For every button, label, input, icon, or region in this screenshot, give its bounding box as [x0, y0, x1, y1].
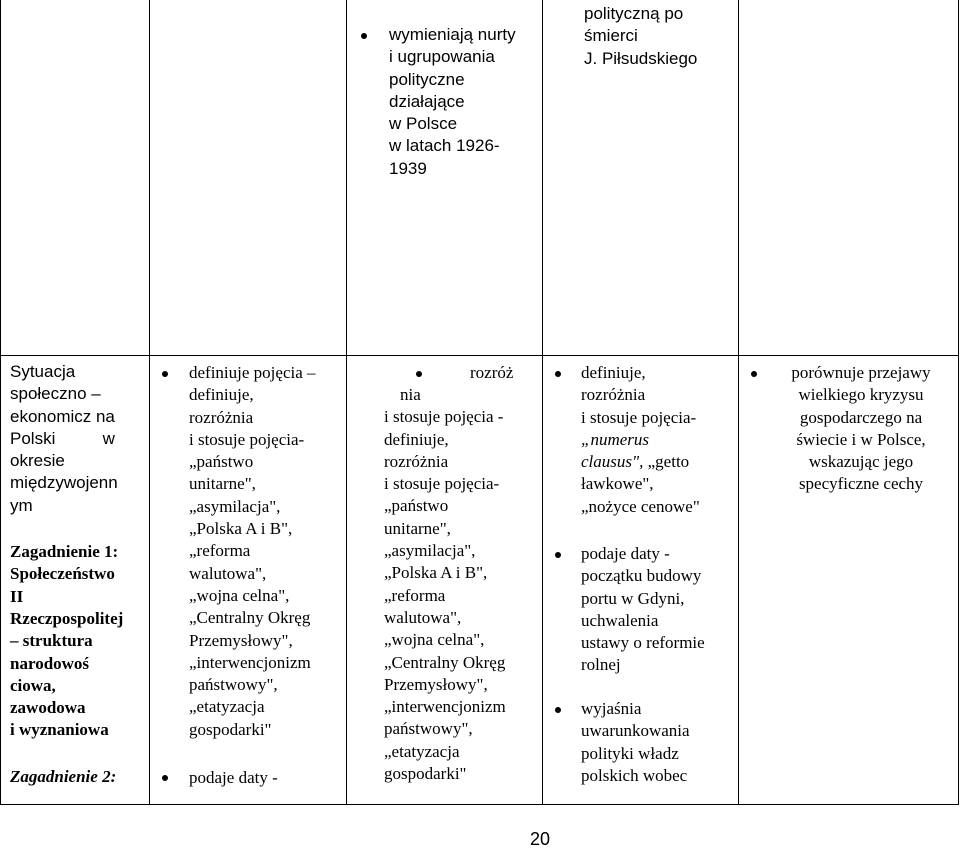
text-line: „Centralny Okręg — [384, 652, 506, 672]
text-line: państwowy", — [189, 675, 278, 695]
bullet — [555, 707, 561, 713]
top-col5-text — [584, 3, 734, 70]
bullet — [162, 371, 168, 377]
bullet — [361, 33, 367, 39]
text-line: „interwencjonizm — [189, 652, 311, 672]
text-line: rozróżnia — [189, 407, 254, 427]
italic-term: clausus", — [581, 452, 644, 472]
main-col4-item1 — [581, 362, 737, 518]
text-line: działające — [389, 91, 465, 111]
col-divider-1 — [149, 0, 150, 805]
text-line: „państwo — [189, 452, 254, 472]
text-line: unitarne", — [189, 474, 256, 494]
main-col3-head: rozróż — [470, 363, 514, 382]
text-line: początku budowy — [581, 566, 702, 586]
text-line: „asymilacja", — [189, 496, 281, 516]
text-line: 1939 — [389, 158, 427, 178]
term: „getto — [647, 452, 690, 472]
text-line: „Polska A i B", — [189, 519, 293, 539]
text-line: „wojna celna", — [384, 630, 485, 650]
text-line: specyficzne cechy — [798, 474, 924, 494]
text-line: wskazując jego — [808, 452, 914, 472]
text-line: ciowa, — [10, 675, 56, 695]
top-col4-text — [389, 24, 539, 180]
text-line: gospodarczego na — [799, 407, 923, 427]
text-line: unitarne", — [384, 518, 451, 538]
text-line: polityczne — [389, 69, 465, 89]
bullet — [555, 552, 561, 558]
text-line: świecie i w Polsce, — [796, 429, 926, 449]
text-line: walutowa", — [384, 607, 462, 627]
text-line: międzywojenn — [10, 473, 118, 493]
bullet — [416, 371, 422, 377]
text-line: „etatyzacja — [384, 741, 460, 761]
text-line — [581, 429, 737, 451]
text-line: nia — [400, 385, 421, 404]
text-line: państwowy", — [384, 719, 473, 739]
text-line: „nożyce cenowe" — [581, 496, 700, 516]
text-line: i stosuje pojęcia - — [384, 407, 504, 427]
text-line: rozróżnia — [384, 451, 449, 471]
text-line: ławkowe", — [581, 474, 654, 494]
col-divider-3 — [542, 0, 543, 805]
section-title — [10, 361, 145, 517]
text-line: społeczno – — [10, 384, 101, 404]
text-line: ustawy o reformie — [581, 633, 705, 653]
text-line: Polski w — [10, 428, 115, 448]
text-line: – struktura — [10, 631, 93, 651]
text-line: walutowa", — [189, 563, 267, 583]
table-right-border — [958, 0, 959, 805]
text-line: Społeczeństwo — [10, 564, 115, 584]
text-line: II — [10, 586, 24, 606]
text-line: Sytuacja — [10, 362, 76, 381]
bullet — [751, 371, 757, 377]
text-line: wymieniają nurty — [389, 25, 516, 44]
text-line: zawodowa — [10, 698, 86, 718]
topic-2: Zagadnienie 2: — [10, 766, 117, 786]
text-line: ekonomicz na — [10, 406, 115, 426]
text-line: Rzeczpospolitej — [10, 608, 124, 628]
topic-1 — [10, 541, 145, 742]
table-bottom-border — [0, 804, 959, 805]
text-line: J. Piłsudskiego — [584, 48, 698, 68]
text-line: „interwencjonizm — [384, 697, 506, 717]
text-line: polskich wobec — [581, 765, 688, 785]
main-col1 — [10, 361, 145, 788]
col-divider-2 — [346, 0, 347, 805]
bullet — [162, 775, 168, 781]
text-line: i wyznaniowa — [10, 720, 109, 740]
bullet — [555, 371, 561, 377]
text-line: „państwo — [384, 496, 449, 516]
text-line: portu w Gdyni, — [581, 588, 685, 608]
page-number: 20 — [529, 829, 551, 849]
italic-term: „numerus — [581, 429, 650, 449]
text-line: śmierci — [584, 26, 638, 46]
text-line: Przemysłowy", — [384, 674, 488, 694]
text-line: „wojna celna", — [189, 585, 290, 605]
text-line: rolnej — [581, 655, 621, 675]
text-line: i stosuje pojęcia- — [581, 407, 697, 427]
text-line: w Polsce — [389, 114, 458, 134]
text-line: w latach 1926- — [389, 136, 500, 156]
text-line: i stosuje pojęcia- — [189, 429, 305, 449]
table-left-border — [0, 0, 1, 805]
main-col2-item2: podaje daty - — [189, 768, 278, 787]
main-col4-item2 — [581, 543, 737, 677]
row-divider — [0, 355, 959, 356]
text-line: definiuje, — [189, 385, 254, 405]
text-line: definiuje, — [581, 363, 646, 382]
text-line — [581, 451, 737, 473]
text-line: gospodarki" — [189, 719, 272, 739]
text-line: porównuje przejawy — [791, 363, 931, 382]
text-line: „Polska A i B", — [384, 563, 488, 583]
text-line: Przemysłowy", — [189, 630, 293, 650]
text-line: uchwalenia — [581, 610, 659, 630]
text-line: ym — [10, 495, 33, 515]
text-line: polityki władz — [581, 743, 679, 763]
text-line: wielkiego kryzysu — [798, 385, 924, 405]
main-col2-item1 — [189, 362, 344, 741]
text-line: rozróżnia — [581, 385, 646, 405]
text-line: „reforma — [189, 541, 251, 561]
main-col3-text — [384, 384, 540, 785]
text-line: „reforma — [384, 585, 446, 605]
col-divider-4 — [738, 0, 739, 805]
text-line: wyjaśnia — [581, 699, 642, 718]
text-line: i stosuje pojęcia- — [384, 474, 500, 494]
text-line: „Centralny Okręg — [189, 608, 311, 628]
text-line: uwarunkowania — [581, 721, 690, 741]
main-col4-item3 — [581, 698, 737, 787]
text-line: narodowoś — [10, 653, 90, 673]
text-line: polityczną po — [584, 4, 684, 23]
text-line: gospodarki" — [384, 764, 467, 784]
text-line: definiuje, — [384, 429, 449, 449]
text-line: definiuje pojęcia – — [189, 363, 316, 382]
text-line: podaje daty - — [581, 544, 670, 563]
text-line: „etatyzacja — [189, 697, 265, 717]
text-line: „asymilacja", — [384, 541, 476, 561]
text-line: Zagadnienie 1: — [10, 542, 119, 562]
text-line: okresie — [10, 451, 65, 471]
main-col5-item1 — [766, 362, 956, 496]
text-line: i ugrupowania — [389, 47, 495, 67]
